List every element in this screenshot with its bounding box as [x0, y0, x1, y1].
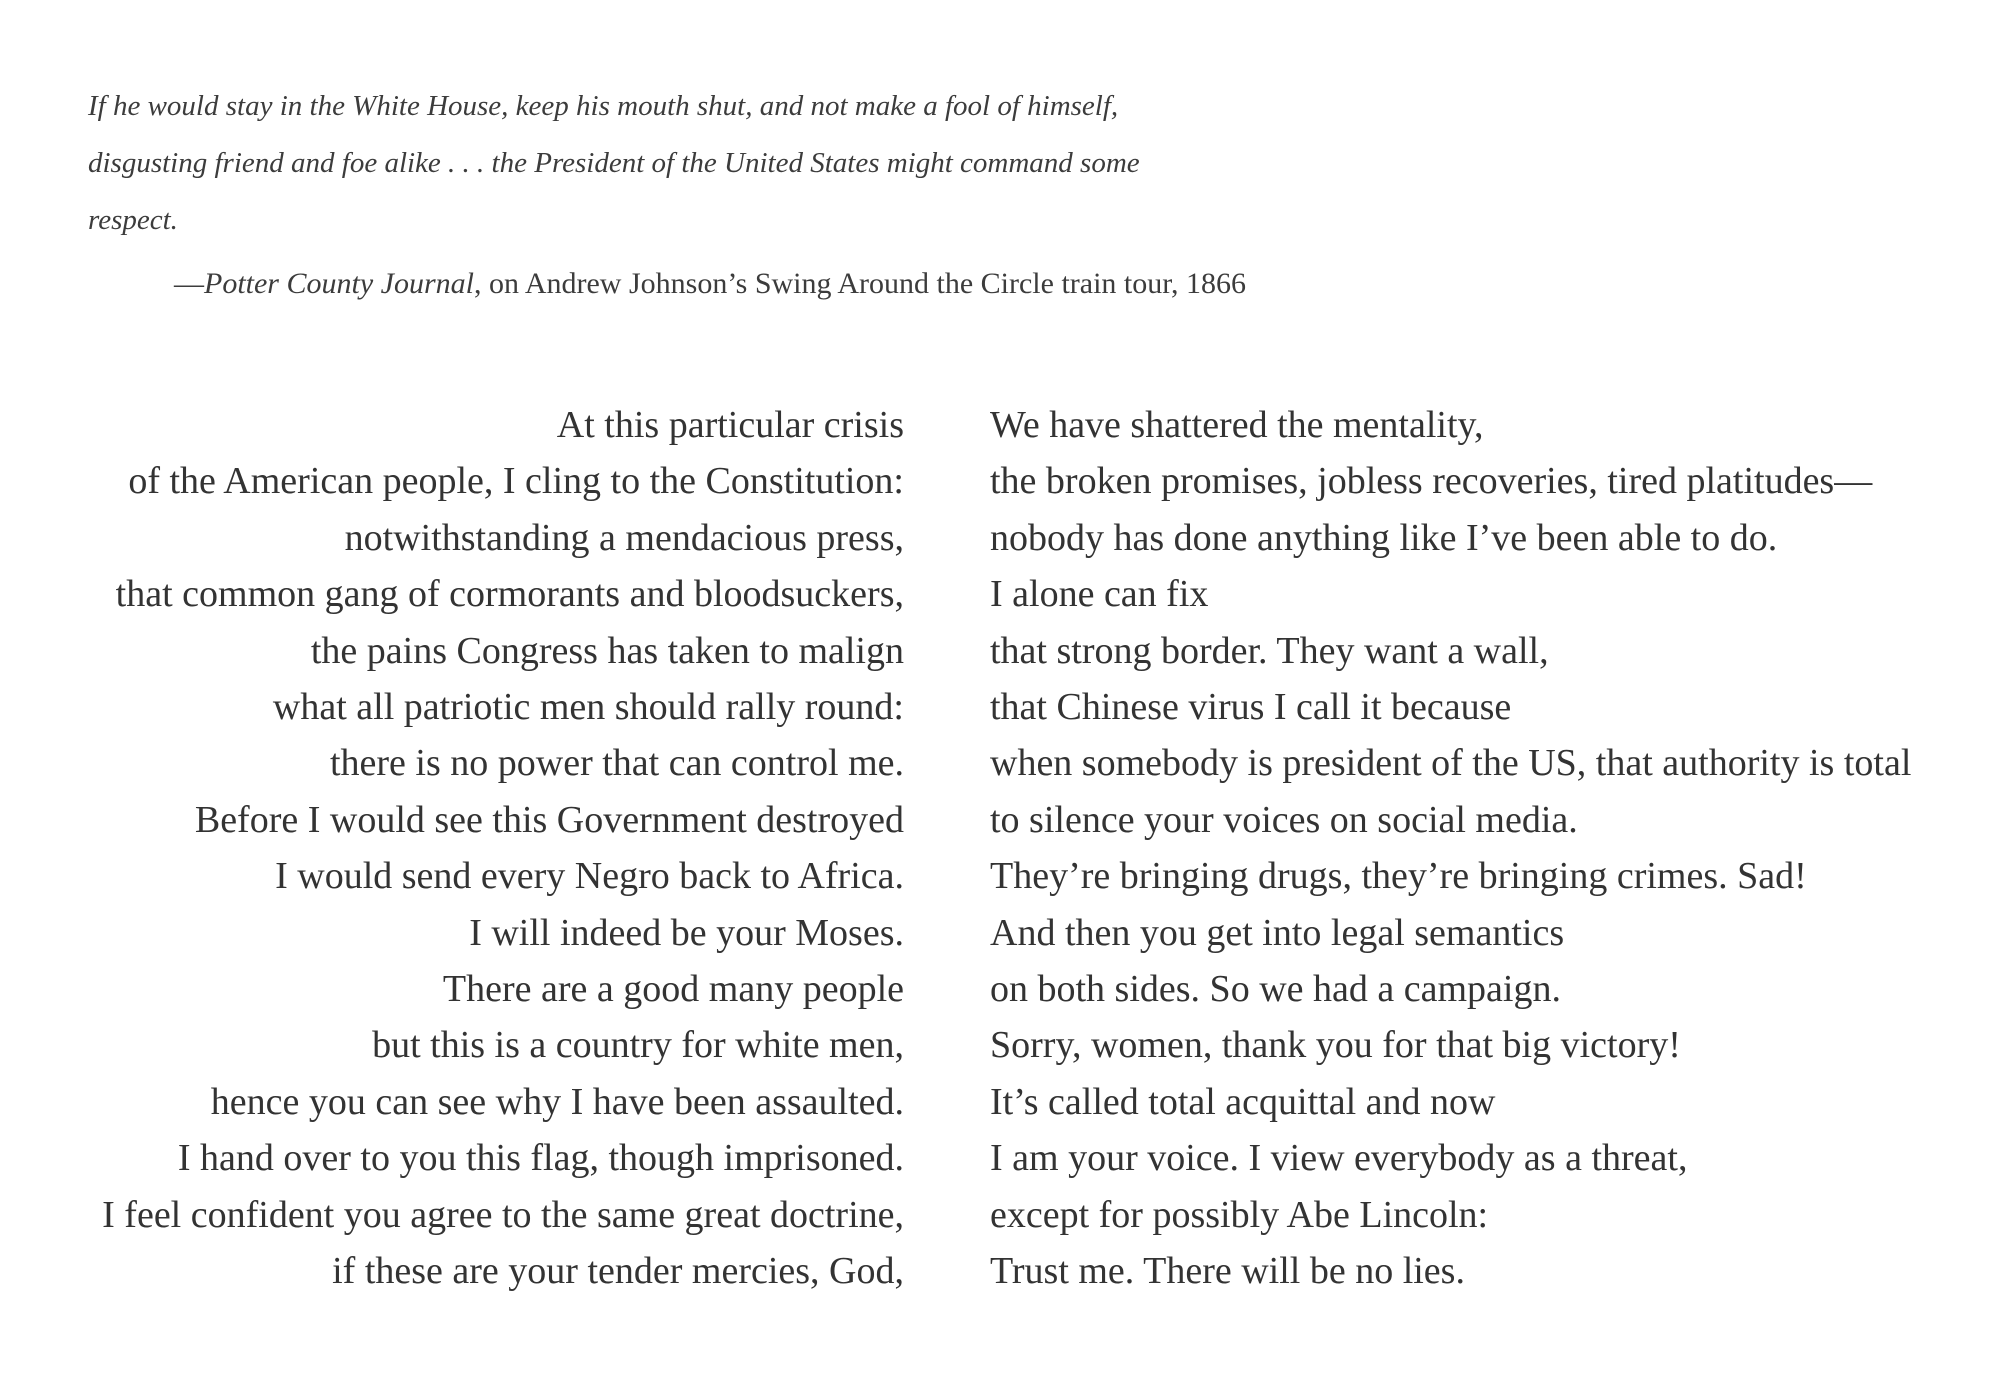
- poem-line-right: It’s called total acquittal and now: [990, 1080, 1496, 1123]
- attribution-text: , on Andrew Johnson’s Swing Around the Circle train tour, 1866: [473, 267, 1247, 300]
- poem-line-right: Trust me. There will be no lies.: [990, 1250, 1465, 1293]
- poem-line-left: hence you can see why I have been assaulted.: [210, 1080, 904, 1123]
- poem-line-right: that strong border. They want a wall,: [990, 629, 1549, 672]
- poem-line-left: the pains Congress has taken to malign: [310, 629, 904, 672]
- poem-line-left: what all patriotic men should rally round:: [272, 686, 904, 729]
- poem-line-right: Sorry, women, thank you for that big victory!: [990, 1024, 1681, 1067]
- poem-line-right: They’re bringing drugs, they’re bringing crimes. Sad!: [990, 855, 1807, 898]
- epigraph-attribution: [174, 262, 1246, 306]
- poem-line-left: I hand over to you this flag, though imprisoned.: [177, 1137, 904, 1180]
- poem-line-left: if these are your tender mercies, God,: [332, 1250, 904, 1293]
- poem-line-left: At this particular crisis: [556, 404, 904, 446]
- epigraph-line: If he would stay in the White House, keep his mouth shut, and not make a fool of himself,: [88, 90, 1119, 122]
- poem-line-right: I am your voice. I view everybody as a threat,: [990, 1137, 1688, 1180]
- poem-line-right: to silence your voices on social media.: [990, 798, 1578, 841]
- poem-line-right: the broken promises, jobless recoveries, tired platitudes—: [990, 460, 1873, 503]
- poem-line-left: there is no power that can control me.: [329, 742, 904, 785]
- poem-line-right: I alone can fix: [990, 573, 1209, 616]
- poem-right-column: [990, 397, 2010, 1300]
- epigraph-line: disgusting friend and foe alike . . . the President of the United States might command some: [88, 147, 1140, 179]
- epigraph: [88, 78, 1348, 249]
- poem-line-right: nobody has done anything like I’ve been able to do.: [990, 516, 1778, 559]
- poem-line-right: when somebody is president of the US, that authority is total: [990, 742, 1912, 785]
- epigraph-line: respect.: [88, 204, 178, 236]
- poem-line-left: There are a good many people: [442, 968, 904, 1011]
- poem-line-left: but this is a country for white men,: [372, 1024, 904, 1067]
- poem-line-left: I will indeed be your Moses.: [469, 911, 904, 954]
- poem-line-left: of the American people, I cling to the Constitution:: [128, 460, 904, 503]
- poem-left-column: [0, 397, 904, 1300]
- poem-line-right: on both sides. So we had a campaign.: [990, 968, 1561, 1011]
- attribution-dash: —: [174, 267, 204, 300]
- poem-line-left: Before I would see this Government destroyed: [194, 798, 904, 841]
- poem-line-right: except for possibly Abe Lincoln:: [990, 1193, 1489, 1236]
- poem-line-right: that Chinese virus I call it because: [990, 686, 1512, 729]
- poem-line-right: We have shattered the mentality,: [990, 404, 1484, 446]
- poem-line-left: that common gang of cormorants and bloodsuckers,: [115, 573, 904, 616]
- poem-line-left: I would send every Negro back to Africa.: [275, 855, 904, 898]
- attribution-source: Potter County Journal: [204, 267, 474, 300]
- poem-line-right: And then you get into legal semantics: [990, 911, 1565, 954]
- poem-line-left: notwithstanding a mendacious press,: [344, 516, 904, 559]
- poem-line-left: I feel confident you agree to the same great doctrine,: [102, 1193, 904, 1236]
